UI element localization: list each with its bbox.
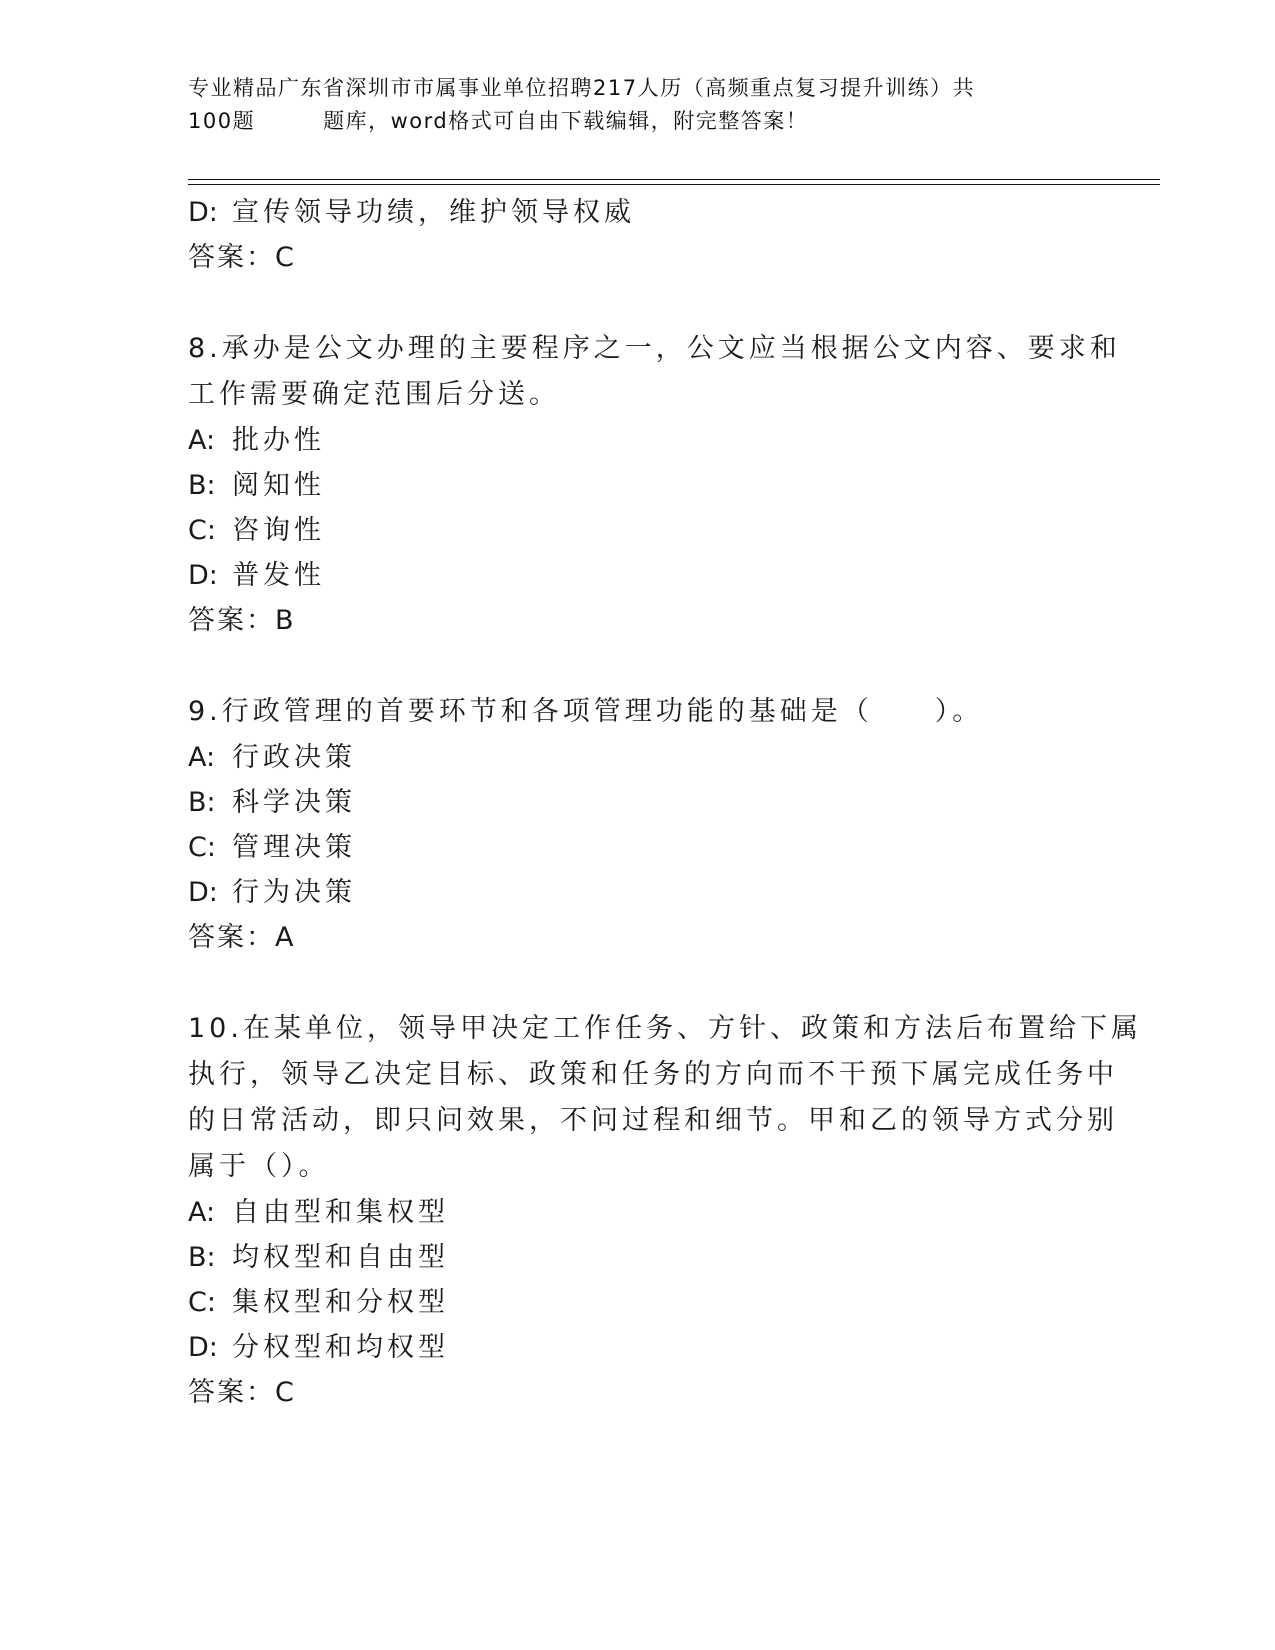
- option-label: A:: [188, 742, 216, 773]
- option-label: B:: [188, 1242, 216, 1273]
- option-label: D:: [188, 560, 218, 591]
- header-line-1: 专业精品广东省深圳市市属事业单位招聘217人历（高频重点复习提升训练）共: [188, 76, 976, 100]
- question-stem-line: 8.承办是公文办理的主要程序之一，公文应当根据公文内容、要求和: [188, 333, 1121, 364]
- option-label: B:: [188, 470, 216, 501]
- question-stem-line: 9.行政管理的首要环节和各项管理功能的基础是（ ）。: [188, 696, 984, 727]
- question-block: [188, 1006, 1142, 1415]
- option-text: 普发性: [232, 560, 325, 591]
- option-label: A:: [188, 425, 216, 456]
- option-label: D:: [188, 197, 218, 228]
- option-label: D:: [188, 877, 218, 908]
- answer-line: 答案：A: [188, 922, 296, 953]
- header-description: 题库，word格式可自由下载编辑，附完整答案！: [323, 109, 809, 133]
- option-item: [188, 508, 1088, 553]
- option-item: [188, 1325, 1088, 1370]
- option-item: [188, 825, 1088, 870]
- question-stem-line: 属于（）。: [188, 1151, 330, 1182]
- option-label: C:: [188, 832, 216, 863]
- option-item: [188, 1280, 1088, 1325]
- header-question-count: 100题: [188, 109, 256, 133]
- option-item: [188, 735, 1088, 780]
- option-text: 行为决策: [232, 877, 356, 908]
- option-text: 批办性: [232, 425, 325, 456]
- option-label: A:: [188, 1197, 216, 1228]
- option-text: 咨询性: [232, 515, 325, 546]
- option-item: [188, 780, 1088, 825]
- header-divider-bottom: [188, 184, 1160, 185]
- option-text: 行政决策: [232, 742, 356, 773]
- header-divider-top: [188, 179, 1160, 180]
- question-stem-line: 的日常活动，即只问效果，不问过程和细节。甲和乙的领导方式分别: [188, 1105, 1118, 1136]
- question-stem-line: 10.在某单位，领导甲决定工作任务、方针、政策和方法后布置给下属: [188, 1013, 1142, 1044]
- option-text: 宣传领导功绩，维护领导权威: [232, 197, 635, 228]
- question-block: [188, 689, 1088, 960]
- option-item: [188, 418, 1088, 463]
- option-text: 管理决策: [232, 832, 356, 863]
- option-item: [188, 190, 1088, 235]
- option-label: C:: [188, 515, 216, 546]
- option-label: B:: [188, 787, 216, 818]
- option-item: [188, 870, 1088, 915]
- document-header: [188, 72, 1088, 138]
- option-item: [188, 1190, 1088, 1235]
- answer-line: 答案：C: [188, 1377, 296, 1408]
- header-line-2: [188, 105, 1088, 138]
- question-stem-line: 工作需要确定范围后分送。: [188, 379, 560, 410]
- option-item: [188, 463, 1088, 508]
- option-text: 均权型和自由型: [232, 1242, 449, 1273]
- option-text: 自由型和集权型: [232, 1197, 449, 1228]
- option-text: 科学决策: [232, 787, 356, 818]
- answer-line: 答案：B: [188, 605, 296, 636]
- question-stem-line: 执行，领导乙决定目标、政策和任务的方向而不干预下属完成任务中: [188, 1059, 1118, 1090]
- option-label: C:: [188, 1287, 216, 1318]
- question-block: [188, 326, 1121, 643]
- option-text: 分权型和均权型: [232, 1332, 449, 1363]
- option-item: [188, 553, 1088, 598]
- option-text: 集权型和分权型: [232, 1287, 449, 1318]
- question-content: [188, 190, 1142, 1461]
- option-text: 阅知性: [232, 470, 325, 501]
- option-item: [188, 1235, 1088, 1280]
- answer-line: 答案：C: [188, 242, 296, 273]
- option-label: D:: [188, 1332, 218, 1363]
